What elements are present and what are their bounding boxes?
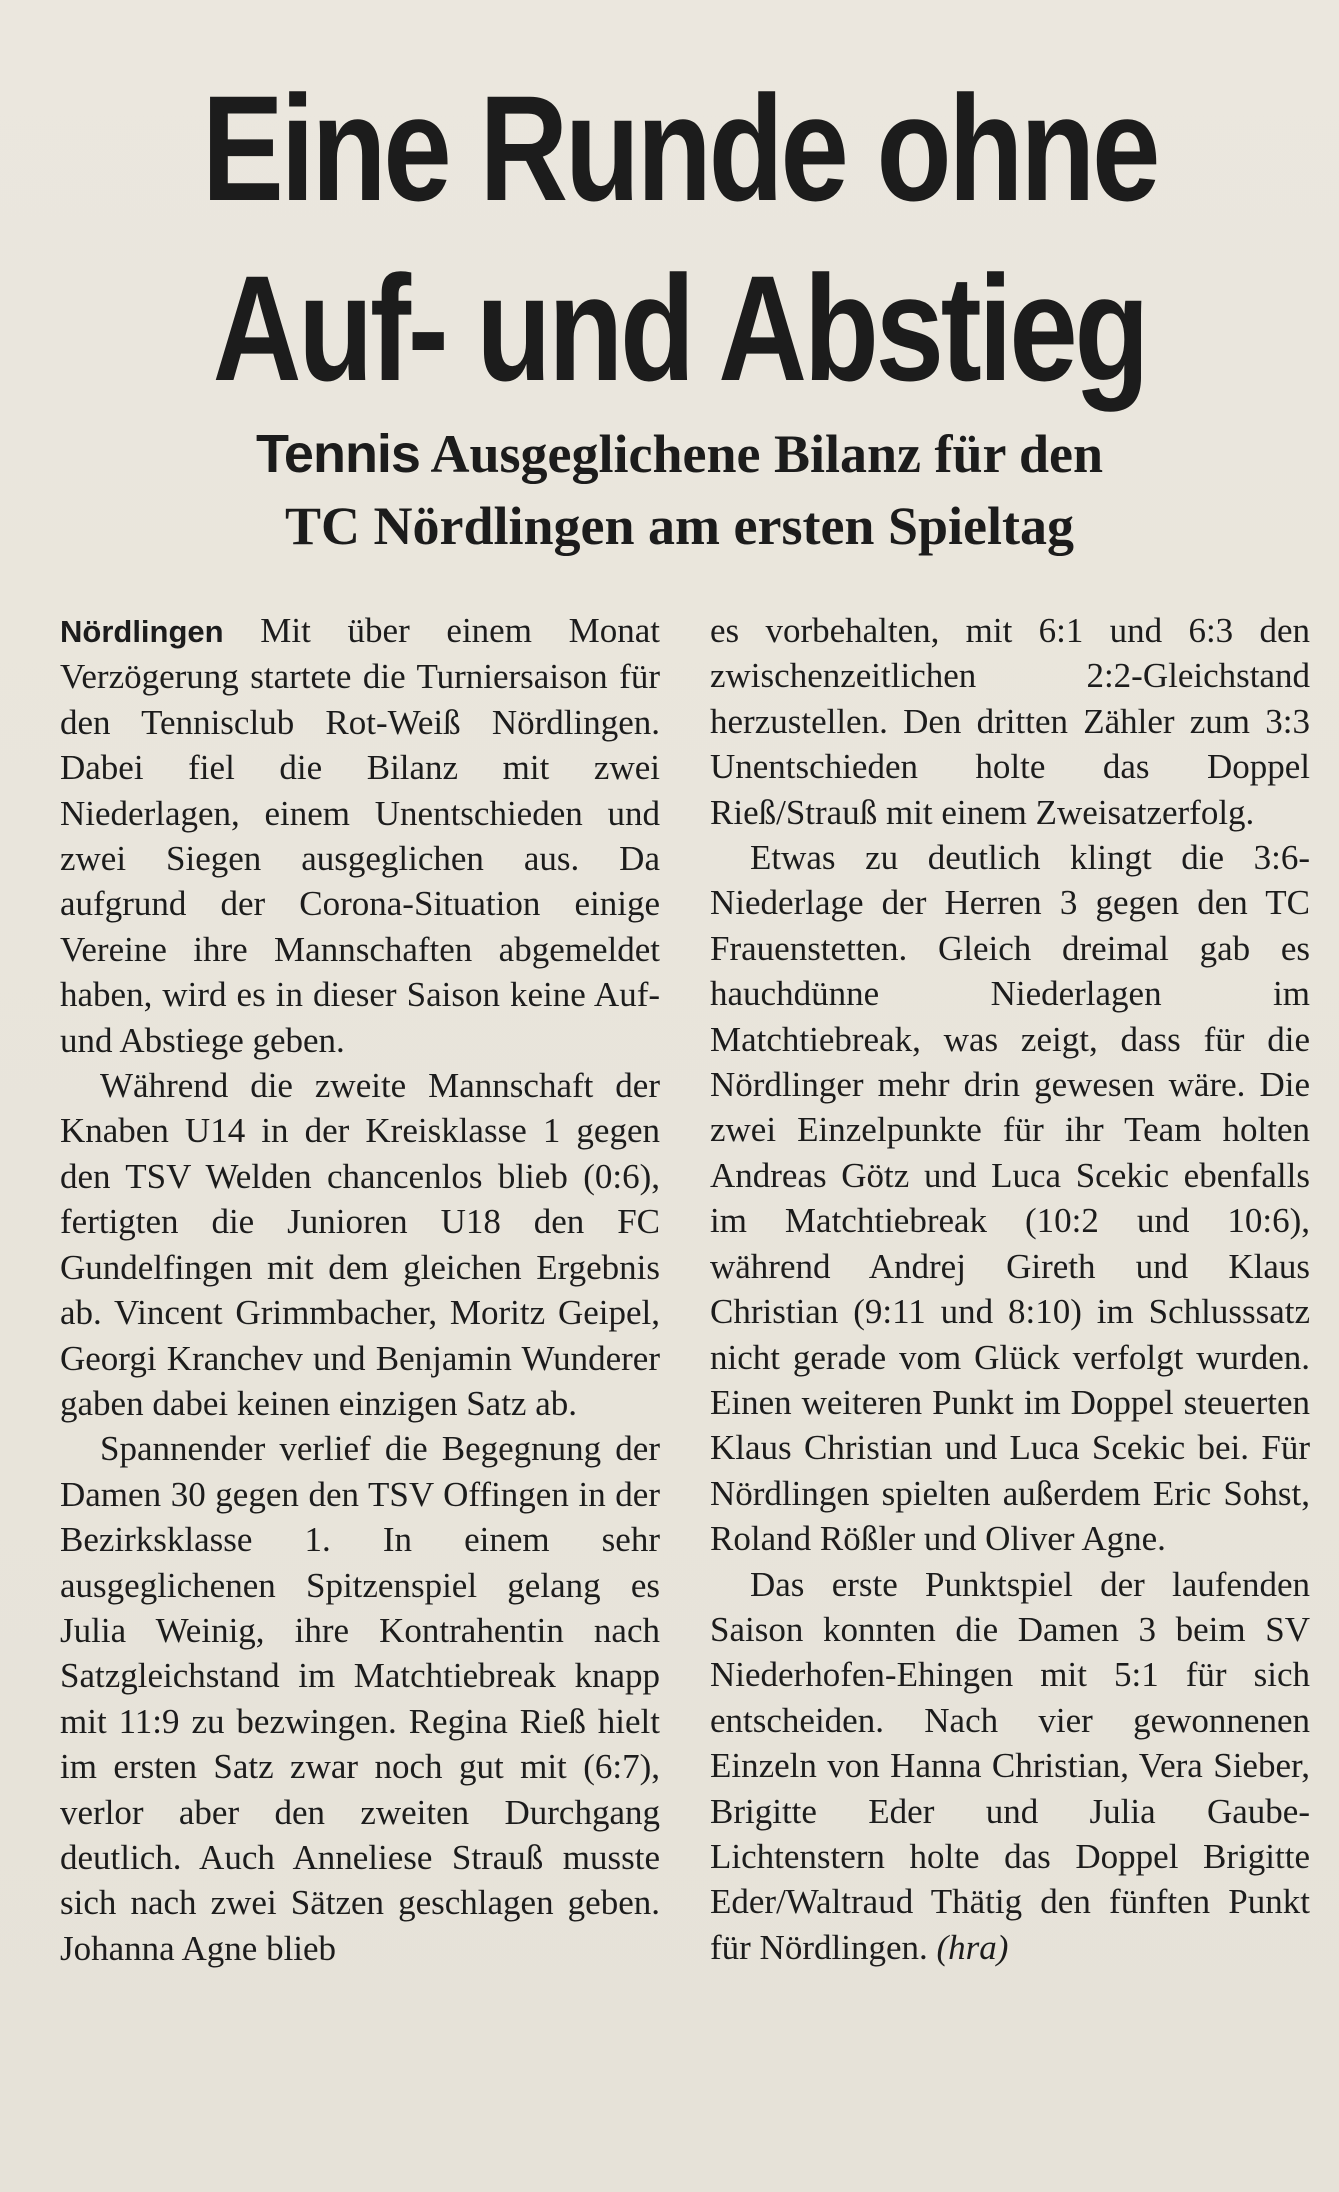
paragraph-2: Während die zweite Mannschaft der Knaben U14 in der Kreisklasse 1 gegen den TSV Welden chancenlos blieb (0:6), fertigten die Junioren U18 den FC Gundelfingen mit dem gleichen Ergebnis ab. Vincent Grimmbacher, Moritz Geipel, Georgi Kranchev und Benjamin Wunderer gaben dabei keinen einzigen Satz ab. [60,1066,660,1423]
subheadline-line-1 [60,418,1299,490]
author-initials: (hra) [936,1927,1009,1967]
section-kicker: Tennis [255,424,420,484]
paragraph-1-text: Mit über einem Monat Verzögerung startete die Turniersaison für den Tennisclub Rot-Weiß Nördlingen. Dabei fiel die Bilanz mit zwei Niederlagen, einem Unentschieden und zwei Siegen ausgeglichen aus. Da aufgrund der Corona-Situation einige Vereine ihre Mannschaften abgemeldet haben, wird es in dieser Saison keine Auf- und Abstiege geben. [60,611,660,1060]
paragraph-3-continued: es vorbehalten, mit 6:1 und 6:3 den zwischenzeitlichen 2:2-Gleichstand herzustellen. Den dritten Zähler zum 3:3 Unentschieden holte das Doppel Rieß/Strauß mit einem Zweisatzerfolg. [710,611,1310,832]
subheadline-line-2: TC Nördlingen am ersten Spieltag [285,496,1074,556]
column-right [710,608,1310,1971]
headline-line-1: Eine Runde ohne [201,64,1158,232]
dateline: Nördlingen [60,614,224,649]
subheadline [60,418,1299,562]
column-left [60,608,660,1971]
paragraph-5-text: Das erste Punktspiel der laufenden Saison konnten die Damen 3 beim SV Niederhofen-Ehingen mit 5:1 für sich entscheiden. Nach vier gewonnenen Einzeln von Hanna Christian, Vera Sieber, Brigitte Eder und Julia Gaube-Lichtenstern holte das Doppel Brigitte Eder/Waltraud Thätig den fünften Punkt für Nördlingen. [710,1564,1310,1967]
paragraph-1 [60,608,660,1063]
paragraph-5 [710,1562,1310,1971]
subheadline-text-1: Ausgeglichene Bilanz für den [419,424,1104,484]
headline [172,58,1188,418]
headline-line-2: Auf- und Abstieg [212,244,1147,412]
paragraph-3: Spannender verlief die Begegnung der Damen 30 gegen den TSV Offingen in der Bezirksklasse 1. In einem sehr ausgeglichenen Spitzenspiel gelang es Julia Weinig, ihre Kontrahentin nach Satzgleichstand im Matchtiebreak knapp mit 11:9 zu bezwingen. Regina Rieß hielt im ersten Satz zwar noch gut mit (6:7), verlor aber den zweiten Durchgang deutlich. Auch Anneliese Strauß musste sich nach zwei Sätzen geschlagen geben. Johanna Agne blieb [60,1429,660,1968]
article-body [60,608,1310,1971]
paragraph-4: Etwas zu deutlich klingt die 3:6-Niederlage der Herren 3 gegen den TC Frauenstetten. Gleich dreimal gab es hauchdünne Niederlagen im Matchtiebreak, was zeigt, dass für die Nördlinger mehr drin gewesen wäre. Die zwei Einzelpunkte für ihr Team holten Andreas Götz und Luca Scekic ebenfalls im Matchtiebreak (10:2 und 10:6), während Andrej Gireth und Klaus Christian (9:11 und 8:10) im Schlusssatz nicht gerade vom Glück verfolgt wurden. Einen weiteren Punkt im Doppel steuerten Klaus Christian und Luca Scekic bei. Für Nördlingen spielten außerdem Eric Sohst, Roland Rößler und Oliver Agne. [710,838,1310,1559]
